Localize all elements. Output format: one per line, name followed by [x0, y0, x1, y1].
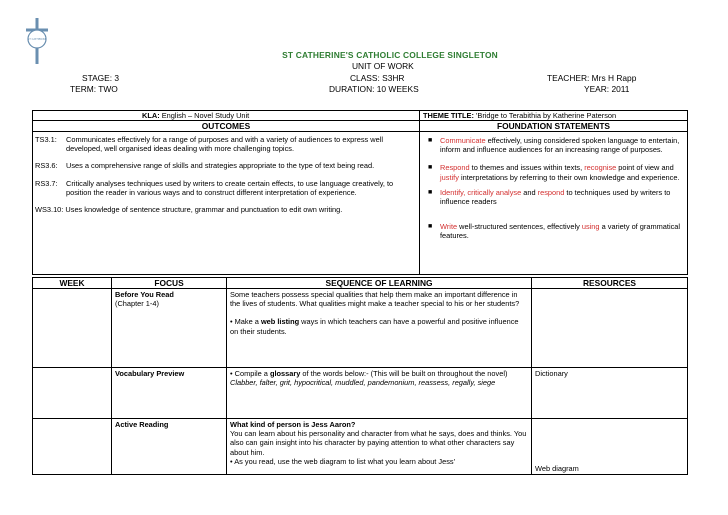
table-row: [33, 289, 688, 368]
foundation-item: ■ Respond to themes and issues within texts, recognise point of view and justify interpretations by referring to their own knowledge and experience.: [428, 163, 680, 182]
outcome-item: RS3.6: Uses a comprehensive range of skills and strategies appropriate to the type of text being read.: [35, 161, 375, 171]
sequence-text: Some teachers possess special qualities that help them make an important difference in the lives of students. What qualities might make a teacher special to his or her students?: [230, 290, 520, 309]
outcomes-table: [32, 110, 688, 275]
outcomes-list: [33, 132, 420, 275]
term-label: TERM: TWO: [70, 84, 118, 94]
kla-row: [33, 111, 688, 121]
resource-cell: [532, 289, 688, 368]
sequence-table: [32, 277, 688, 475]
sequence-text: • Compile a glossary of the words below:- (This will be built on throughout the novel): [230, 369, 508, 378]
svg-text:ST CATHERINE: ST CATHERINE: [27, 38, 47, 41]
focus-heading: FOCUS: [112, 278, 227, 289]
stage-label: STAGE: 3: [82, 73, 120, 83]
sequence-question: What kind of person is Jess Aaron?: [230, 420, 356, 429]
resources-heading: RESOURCES: [532, 278, 688, 289]
focus-subtitle: (Chapter 1-4): [115, 299, 159, 309]
sequence-heading-row: [33, 278, 688, 289]
outcome-item: RS3.7: Critically analyses techniques used by writers to create certain effects, to use language creatively, to position the reader in various ways and to construct different interpretation of experience.: [35, 178, 394, 197]
sequence-text: • Make a web listing ways in which teachers can have a powerful and positive influence on their students.: [230, 317, 519, 336]
week-heading: WEEK: [33, 278, 112, 289]
school-crest-icon: [22, 16, 52, 66]
focus-title: Vocabulary Preview: [115, 369, 185, 378]
bullet-icon: ■: [428, 164, 433, 172]
bullet-icon: ■: [428, 137, 433, 144]
bullet-icon: ■: [428, 188, 433, 196]
kla-value: English – Novel Study Unit: [161, 111, 250, 120]
focus-title: Before You Read: [115, 290, 174, 299]
outcomes-content-row: [33, 132, 688, 275]
table-row: [33, 419, 688, 475]
foundation-item: ■ Identify, critically analyse and respond to techniques used by writers to influence readers: [428, 187, 671, 207]
sequence-heading: SEQUENCE OF LEARNING: [227, 278, 532, 289]
theme-value: 'Bridge to Terabithia by Katherine Paterson: [475, 111, 617, 120]
table-row: [33, 368, 688, 419]
unit-of-work-label: UNIT OF WORK: [352, 61, 414, 71]
outcome-item: TS3.1: Communicates effectively for a range of purposes and with a variety of audiences to express well developed, well organised ideas dealing with more challenging topics.: [35, 135, 384, 154]
outcome-item: WS3.10: Uses knowledge of sentence structure, grammar and punctuation to edit own writing.: [35, 205, 343, 215]
kla-label: KLA:: [142, 111, 160, 120]
foundation-item: ■ Communicate effectively, using considered spoken language to entertain, inform and influence audiences for an increasing range of purposes.: [428, 136, 680, 155]
sequence-text: You can learn about his personality and character from what he says, does and thinks. You also can gain insight into his character by paying attention to what other characters say about him.: [230, 429, 527, 457]
outcomes-heading: OUTCOMES: [33, 121, 420, 132]
class-label: CLASS: S3HR: [350, 73, 405, 83]
sequence-text: • As you read, use the web diagram to list what you learn about Jess': [230, 456, 456, 466]
teacher-label: TEACHER: Mrs H Rapp: [547, 73, 637, 83]
bullet-icon: ■: [428, 223, 433, 231]
school-name: ST CATHERINE'S CATHOLIC COLLEGE SINGLETON: [282, 50, 498, 60]
glossary-words: Clabber, falter, grit, hypocritical, muddled, pandemonium, reassess, regally, siege: [230, 378, 496, 388]
foundation-heading: FOUNDATION STATEMENTS: [420, 121, 688, 132]
section-heading-row: [33, 121, 688, 132]
foundation-item: ■ Write well-structured sentences, effectively using a variety of grammatical features.: [428, 222, 681, 241]
theme-label: THEME TITLE:: [423, 111, 474, 120]
year-label: YEAR: 2011: [584, 84, 630, 94]
duration-label: DURATION: 10 WEEKS: [329, 84, 419, 94]
focus-title: Active Reading: [115, 420, 169, 429]
resource-cell: Web diagram: [532, 419, 688, 475]
foundation-list: [420, 132, 688, 275]
resource-cell: Dictionary: [532, 368, 688, 419]
